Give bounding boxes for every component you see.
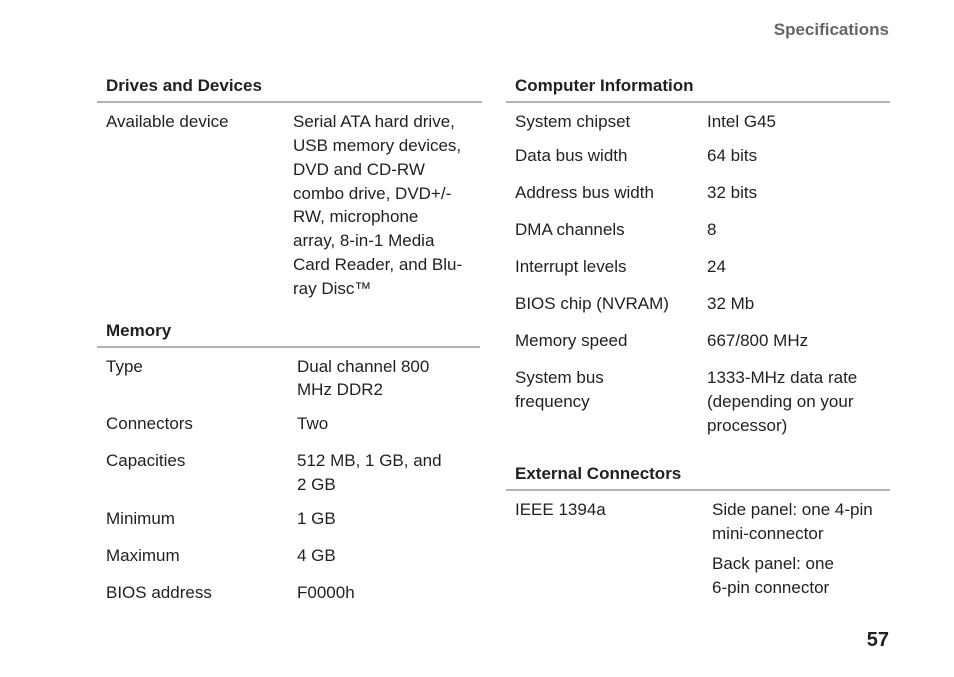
drives-divider <box>97 101 482 103</box>
spec-value-line: Two <box>297 414 329 433</box>
spec-value-line: 32 bits <box>707 183 758 202</box>
spec-label-available-device: Available device <box>106 112 229 131</box>
spec-label-type: Type <box>106 357 143 376</box>
external-connectors-section-title: External Connectors <box>515 464 682 483</box>
spec-value-line: Intel G45 <box>707 112 776 131</box>
spec-value-line: Dual channel 800 <box>297 357 430 376</box>
spec-value-line: 32 Mb <box>707 294 755 313</box>
spec-value-line: Card Reader, and Blu- <box>293 255 463 274</box>
spec-value-line: 667/800 MHz <box>707 331 809 350</box>
spec-label-ieee-1394a: IEEE 1394a <box>515 500 606 519</box>
spec-value-line: 6-pin connector <box>712 578 830 597</box>
spec-value-line: 512 MB, 1 GB, and <box>297 451 442 470</box>
spec-value-line: 1333-MHz data rate <box>707 368 858 387</box>
spec-label-capacities: Capacities <box>106 451 186 470</box>
page-number: 57 <box>866 629 889 651</box>
spec-label-bios-address: BIOS address <box>106 583 212 602</box>
spec-value-line: MHz DDR2 <box>297 380 383 399</box>
spec-value-line: 8 <box>707 220 717 239</box>
spec-value-line: DVD and CD-RW <box>293 160 425 179</box>
spec-label-address-bus-width: Address bus width <box>515 183 654 202</box>
memory-divider <box>97 346 480 348</box>
running-header: Specifications <box>773 20 889 39</box>
spec-value-line: RW, microphone <box>293 207 419 226</box>
spec-label-bios-chip: BIOS chip (NVRAM) <box>515 294 669 313</box>
spec-label-interrupt-levels: Interrupt levels <box>515 257 627 276</box>
spec-value-line: F0000h <box>297 583 355 602</box>
spec-value-line: Serial ATA hard drive, <box>293 112 455 131</box>
spec-value-line: Side panel: one 4-pin <box>712 500 873 519</box>
spec-value-line: Back panel: one <box>712 554 834 573</box>
computer-info-divider <box>506 101 890 103</box>
spec-value-line: 64 bits <box>707 146 758 165</box>
spec-value-line: ray Disc™ <box>293 279 372 298</box>
drives-section-title: Drives and Devices <box>106 76 262 95</box>
memory-section-title: Memory <box>106 321 172 340</box>
external-connectors-divider <box>506 489 890 491</box>
spec-label-maximum: Maximum <box>106 546 180 565</box>
spec-value-line: combo drive, DVD+/- <box>293 184 452 203</box>
spec-value-line: 1 GB <box>297 509 336 528</box>
spec-value-line: 24 <box>707 257 726 276</box>
spec-value-line: 2 GB <box>297 475 336 494</box>
spec-value-line: array, 8-in-1 Media <box>293 231 435 250</box>
spec-value-line: processor) <box>707 416 788 435</box>
spec-label-dma-channels: DMA channels <box>515 220 625 239</box>
spec-label-line: frequency <box>515 392 590 411</box>
spec-label-data-bus-width: Data bus width <box>515 146 628 165</box>
spec-value-line: 4 GB <box>297 546 336 565</box>
spec-label-connectors: Connectors <box>106 414 193 433</box>
computer-info-section-title: Computer Information <box>515 76 694 95</box>
spec-label-system-chipset: System chipset <box>515 112 631 131</box>
spec-value-line: (depending on your <box>707 392 854 411</box>
spec-label-minimum: Minimum <box>106 509 175 528</box>
spec-label-memory-speed: Memory speed <box>515 331 628 350</box>
spec-value-line: mini-connector <box>712 524 824 543</box>
spec-label-system-bus-frequency: System bus <box>515 368 604 387</box>
spec-value-line: USB memory devices, <box>293 136 462 155</box>
